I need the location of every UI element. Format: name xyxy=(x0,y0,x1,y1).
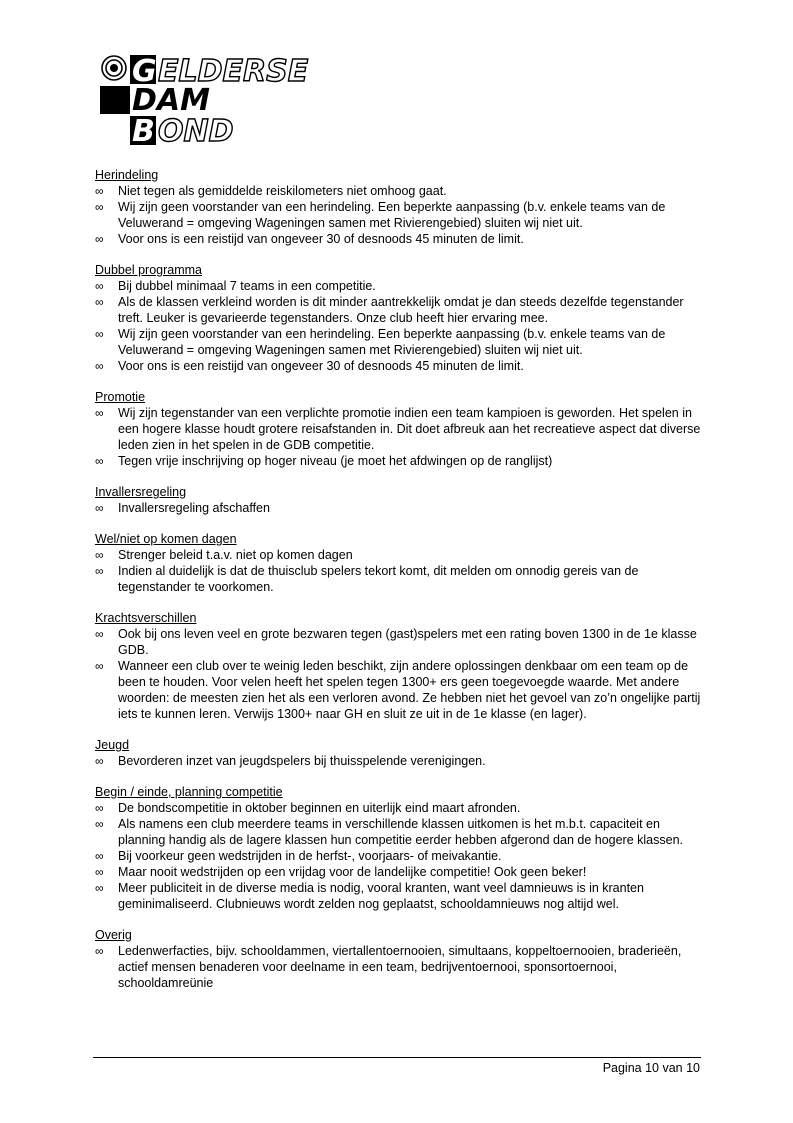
section xyxy=(95,927,707,991)
list-item-text: De bondscompetitie in oktober beginnen en uiterlijk eind maart afronden. xyxy=(118,801,521,815)
bullet-list xyxy=(95,626,707,722)
logo-letter-b: B xyxy=(132,114,155,148)
infinity-bullet-icon: ∞ xyxy=(95,817,104,831)
list-item-text: Bevorderen inzet van jeugdspelers bij thuisspelende verenigingen. xyxy=(118,754,486,768)
infinity-bullet-icon: ∞ xyxy=(95,327,104,341)
section xyxy=(95,484,707,516)
infinity-bullet-icon: ∞ xyxy=(95,881,104,895)
infinity-bullet-icon: ∞ xyxy=(95,359,104,373)
list-item xyxy=(95,658,707,722)
logo-letter-g: G xyxy=(132,54,157,89)
section-heading: Invallersregeling xyxy=(95,485,187,499)
list-item xyxy=(95,848,707,864)
infinity-bullet-icon: ∞ xyxy=(95,184,104,198)
section-heading: Begin / einde, planning competitie xyxy=(95,785,283,799)
infinity-bullet-icon: ∞ xyxy=(95,279,104,293)
infinity-bullet-icon: ∞ xyxy=(95,754,104,768)
infinity-bullet-icon: ∞ xyxy=(95,406,104,420)
section xyxy=(95,737,707,769)
list-item-text: Voor ons is een reistijd van ongeveer 30 of desnoods 45 minuten de limit. xyxy=(118,232,524,246)
list-item xyxy=(95,500,707,516)
list-item xyxy=(95,199,707,231)
list-item xyxy=(95,547,707,563)
list-item-text: Strenger beleid t.a.v. niet op komen dagen xyxy=(118,548,353,562)
bullet-list xyxy=(95,800,707,912)
bullet-list xyxy=(95,943,707,991)
list-item xyxy=(95,183,707,199)
list-item-text: Meer publiciteit in de diverse media is nodig, vooral kranten, want veel damnieuws is in kranten geminimaliseerd. Clubnieuws wordt zelden nog geplaatst, schooldamnieuws nog altijd wel. xyxy=(118,881,644,911)
list-item-text: Wij zijn geen voorstander van een herindeling. Een beperkte aanpassing (b.v. enkele teams van de Veluwerand = omgeving Wageningen samen met Rivierengebied) sluiten wij niet uit. xyxy=(118,327,666,357)
section-heading: Jeugd xyxy=(95,738,130,752)
list-item-text: Als de klassen verkleind worden is dit minder aantrekkelijk omdat je dan steeds dezelfde tegenstander treft. Leuker is gevarieerde tegenstanders. Onze club heeft hier ervaring mee. xyxy=(118,295,684,325)
logo-word-elderse: ELDERSE xyxy=(158,54,309,89)
section xyxy=(95,531,707,595)
infinity-bullet-icon: ∞ xyxy=(95,548,104,562)
bullet-list xyxy=(95,547,707,595)
infinity-bullet-icon: ∞ xyxy=(95,454,104,468)
list-item-text: Als namens een club meerdere teams in verschillende klassen uitkomen is het m.b.t. capaciteit en planning handig als de lagere klassen hun competitie eerder hebben afgerond dan de hogere klassen. xyxy=(118,817,683,847)
list-item-text: Wij zijn tegenstander van een verplichte promotie indien een team kampioen is geworden. Het spelen in een hogere klasse houdt grotere reisafstanden in. Dit doet afbreuk aan het recreatieve aspect dat diverse leden zien in het spelen in de GDB competitie. xyxy=(118,406,701,452)
list-item-text: Wanneer een club over te weinig leden beschikt, zijn andere oplossingen denkbaar om een team op de been te houden. Voor velen heeft het spelen tegen 1300+ ers geen toegevoegde waarde. Met andere woorden: de meesten zien het als een verloren avond. Ze hebben niet het gevoel van zo’n ongelijke partij iets te kunnen leren. Verwijs 1300+ naar GH en sluit ze uit in de 1e klasse (en lager). xyxy=(118,659,701,721)
list-item xyxy=(95,231,707,247)
infinity-bullet-icon: ∞ xyxy=(95,944,104,958)
list-item xyxy=(95,943,707,991)
list-item-text: Maar nooit wedstrijden op een vrijdag voor de landelijke competitie! Ook geen beker! xyxy=(118,865,587,879)
section-heading: Herindeling xyxy=(95,168,159,182)
list-item-text: Bij dubbel minimaal 7 teams in een competitie. xyxy=(118,279,376,293)
infinity-bullet-icon: ∞ xyxy=(95,849,104,863)
list-item xyxy=(95,405,707,453)
list-item-text: Voor ons is een reistijd van ongeveer 30 of desnoods 45 minuten de limit. xyxy=(118,359,524,373)
list-item-text: Niet tegen als gemiddelde reiskilometers niet omhoog gaat. xyxy=(118,184,447,198)
list-item xyxy=(95,816,707,848)
list-item-text: Tegen vrije inschrijving op hoger niveau (je moet het afdwingen op de ranglijst) xyxy=(118,454,553,468)
infinity-bullet-icon: ∞ xyxy=(95,659,104,673)
footer-divider xyxy=(93,1057,701,1058)
list-item xyxy=(95,358,707,374)
infinity-bullet-icon: ∞ xyxy=(95,232,104,246)
list-item-text: Ook bij ons leven veel en grote bezwaren tegen (gast)spelers met een rating boven 1300 in de 1e klasse GDB. xyxy=(118,627,697,657)
section xyxy=(95,784,707,912)
list-item xyxy=(95,864,707,880)
list-item-text: Bij voorkeur geen wedstrijden in de herfst-, voorjaars- of meivakantie. xyxy=(118,849,502,863)
section-heading: Krachtsverschillen xyxy=(95,611,197,625)
list-item-text: Invallersregeling afschaffen xyxy=(118,501,270,515)
section xyxy=(95,389,707,469)
section-heading: Promotie xyxy=(95,390,146,404)
infinity-bullet-icon: ∞ xyxy=(95,200,104,214)
section xyxy=(95,610,707,722)
logo-word-dam: DAM xyxy=(132,83,210,118)
list-item xyxy=(95,800,707,816)
gelderse-dam-bond-logo xyxy=(100,52,340,153)
section-heading: Dubbel programma xyxy=(95,263,202,277)
list-item xyxy=(95,453,707,469)
infinity-bullet-icon: ∞ xyxy=(95,564,104,578)
document-body xyxy=(95,167,707,1006)
bullet-list xyxy=(95,500,707,516)
list-item xyxy=(95,626,707,658)
section-heading: Wel/niet op komen dagen xyxy=(95,532,237,546)
infinity-bullet-icon: ∞ xyxy=(95,627,104,641)
infinity-bullet-icon: ∞ xyxy=(95,295,104,309)
list-item-text: Ledenwerfacties, bijv. schooldammen, viertallentoernooien, simultaans, koppeltoernooien, braderieën, actief mensen benaderen voor deelname in een team, bedrijventoernooi, sponsortoernooi, schooldamreünie xyxy=(118,944,682,990)
list-item xyxy=(95,294,707,326)
section xyxy=(95,167,707,247)
list-item xyxy=(95,278,707,294)
list-item xyxy=(95,563,707,595)
page-number: Pagina 10 van 10 xyxy=(602,1061,700,1075)
bullet-list xyxy=(95,183,707,247)
section-heading: Overig xyxy=(95,928,132,942)
bullet-list xyxy=(95,753,707,769)
infinity-bullet-icon: ∞ xyxy=(95,501,104,515)
list-item-text: Wij zijn geen voorstander van een herindeling. Een beperkte aanpassing (b.v. enkele teams van de Veluwerand = omgeving Wageningen samen met Rivierengebied) sluiten wij niet uit. xyxy=(118,200,666,230)
logo-word-ond: OND xyxy=(158,114,234,148)
bullet-list xyxy=(95,405,707,469)
infinity-bullet-icon: ∞ xyxy=(95,865,104,879)
infinity-bullet-icon: ∞ xyxy=(95,801,104,815)
list-item xyxy=(95,753,707,769)
list-item xyxy=(95,880,707,912)
bullet-list xyxy=(95,278,707,374)
list-item-text: Indien al duidelijk is dat de thuisclub spelers tekort komt, dit melden om onnodig gereis van de tegenstander te voorkomen. xyxy=(118,564,639,594)
list-item xyxy=(95,326,707,358)
section xyxy=(95,262,707,374)
